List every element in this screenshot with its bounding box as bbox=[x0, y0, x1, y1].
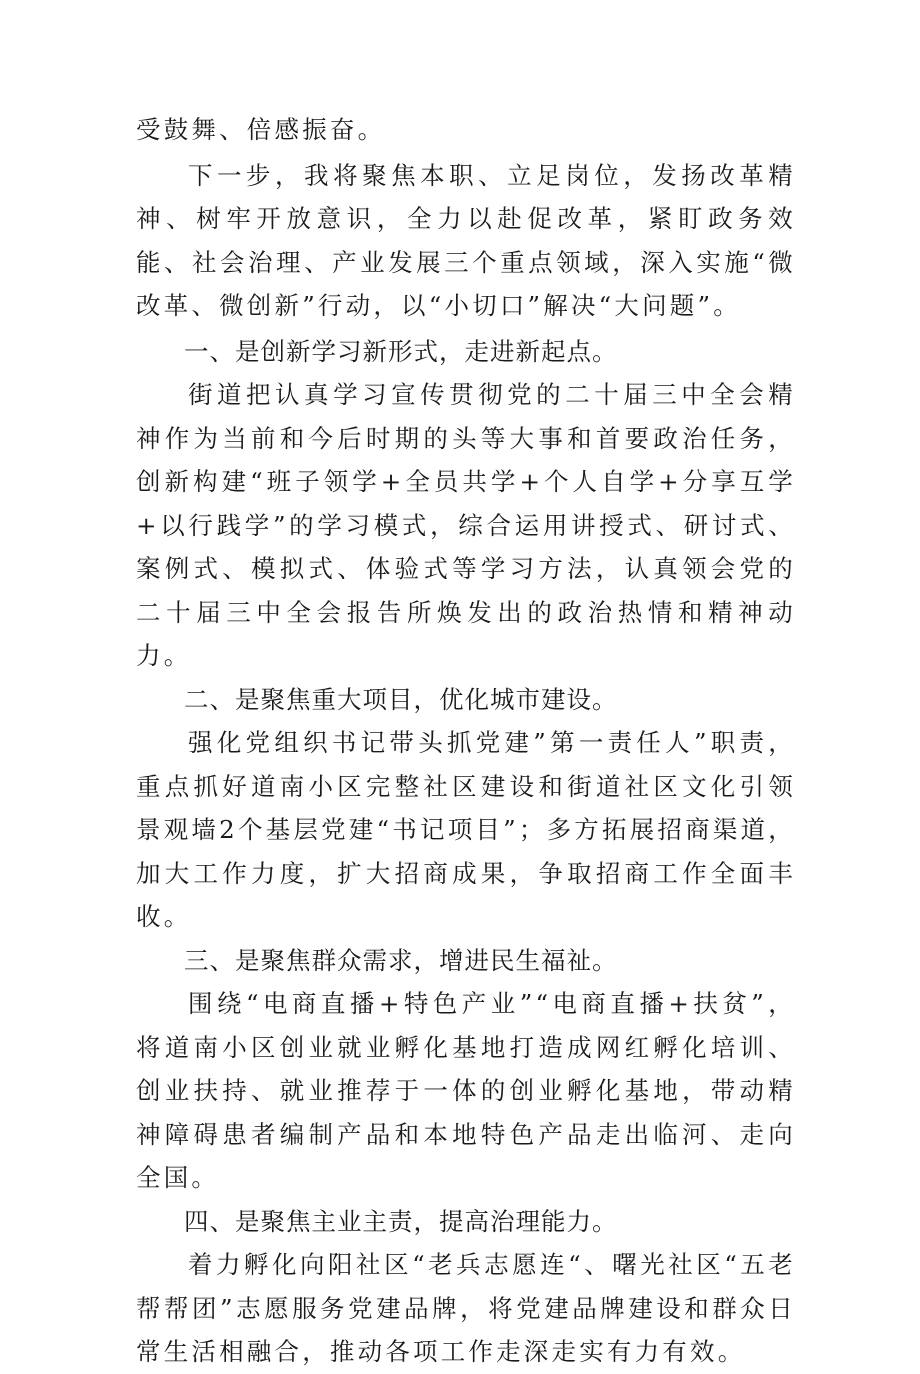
section-heading-2: 二、是聚焦重大项目，优化城市建设。 bbox=[184, 684, 618, 714]
section-heading-3: 三、是聚焦群众需求，增进民生福祉。 bbox=[184, 945, 618, 975]
paragraph-section-1: 街道把认真学习宣传贯彻党的二十届三中全会精神作为当前和今后时期的头等大事和首要政治任务，创新构建“班子领学+全员共学+个人自学+分享互学+以行践学”的学习模式，综合运用讲授式、研讨式、案例式、模拟式、体验式等学习方法，认真领会党的二十届三中全会报告所焕发出的政治热情和精神动力。 bbox=[136, 380, 796, 670]
paragraph-section-3: 围绕“电商直播+特色产业”“电商直播+扶贫”，将道南小区创业就业孵化基地打造成网红孵化培训、创业扶持、就业推荐于一体的创业孵化基地，带动精神障碍患者编制产品和本地特色产品走出临河、走向全国。 bbox=[136, 989, 796, 1192]
section-heading-4: 四、是聚焦主业主责，提高治理能力。 bbox=[184, 1206, 618, 1236]
paragraph-continuation: 受鼓舞、倍感振奋。 bbox=[136, 115, 386, 144]
section-heading-1: 一、是创新学习新形式，走进新起点。 bbox=[184, 336, 618, 366]
paragraph-section-4: 着力孵化向阳社区“老兵志愿连“、曙光社区“五老帮帮团”志愿服务党建品牌，将党建品牌建设和群众日常生活相融合，推动各项工作走深走实有力有效。 bbox=[136, 1250, 796, 1366]
paragraph-next-steps: 下一步，我将聚焦本职、立足岗位，发扬改革精神、树牢开放意识，全力以赴促改革，紧盯政务效能、社会治理、产业发展三个重点领域，深入实施“微改革、微创新”行动，以“小切口”解决“大问题”。 bbox=[136, 160, 796, 320]
document-body bbox=[136, 108, 796, 1374]
paragraph-section-2: 强化党组织书记带头抓党建”第一责任人”职责，重点抓好道南小区完整社区建设和街道社区文化引领景观墙2个基层党建“书记项目”；多方拓展招商渠道，加大工作力度，扩大招商成果，争取招商工作全面丰收。 bbox=[136, 728, 796, 931]
